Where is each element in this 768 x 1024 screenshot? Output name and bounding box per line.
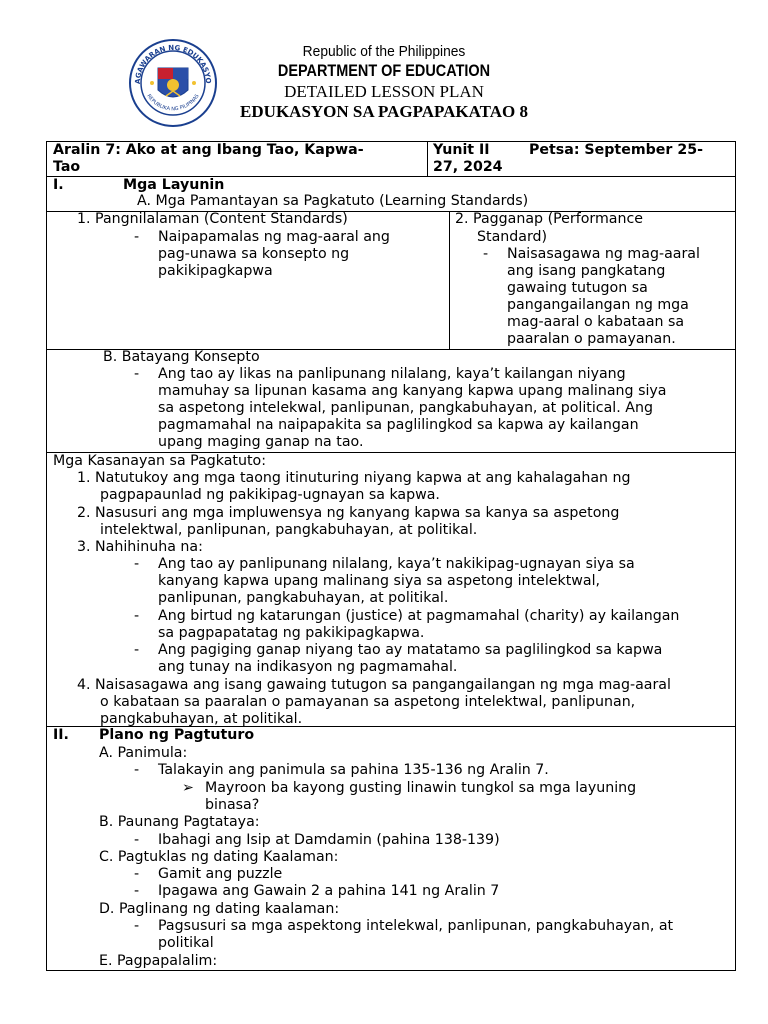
nahihinuha-bullet-1-cont: kanyang kapwa upang malinang siya sa aspetong intelektwal, (158, 573, 601, 589)
paglinang-heading: D. Paglinang ng dating kaalaman: (99, 901, 340, 917)
nahihinuha-bullet-2-cont: sa pagpapatatag ng pakikipagkapwa. (158, 625, 425, 641)
bullet-dash: - (134, 883, 140, 899)
performance-standard-text: pangangailangan ng mga (507, 297, 689, 313)
batayang-konsepto-heading: B. Batayang Konsepto (103, 349, 260, 365)
konsepto-text: pagmamahal na naipapakita sa paglilingkod sa kapwa ay kailangan (158, 417, 639, 433)
panimula-subitem: Mayroon ba kayong gusting linawin tungkol sa mga layuning (205, 780, 637, 796)
paunang-pagtataya-heading: B. Paunang Pagtataya: (99, 814, 260, 830)
learning-standards-heading: A. Mga Pamantayan sa Pagkatuto (Learning Standards) (137, 193, 529, 209)
konsepto-text: upang maging ganap na tao. (158, 434, 364, 450)
nahihinuha-bullet-2: Ang birtud ng katarungan (justice) at pagmamahal (charity) ay kailangan (158, 608, 680, 624)
yunit-label: Yunit II (433, 142, 490, 158)
kasanayan-item-3: 3. Nahihinuha na: (77, 539, 203, 555)
pagtuklas-item: Ipagawa ang Gawain 2 a pahina 141 ng Aralin 7 (158, 883, 500, 899)
performance-standard-text: ang isang pangkatang (507, 263, 666, 279)
kasanayan-item-4-cont: o kabataan sa paaralan o pamayanan sa aspetong intelektwal, panlipunan, (100, 694, 636, 710)
pagpapalalim-heading: E. Pagpapalalim: (99, 953, 218, 969)
panimula-heading: A. Panimula: (99, 745, 188, 761)
bullet-dash: - (134, 608, 140, 624)
petsa-label: Petsa: September 25- (529, 142, 703, 158)
panimula-item: Talakayin ang panimula sa pahina 135-136 ng Aralin 7. (158, 762, 549, 778)
section-2-title: Plano ng Pagtuturo (99, 727, 255, 743)
paglinang-item: Pagsusuri sa mga aspektong intelekwal, panlipunan, pangkabuhayan, at (158, 918, 674, 934)
bullet-dash: - (483, 246, 489, 262)
department-line: DEPARTMENT OF EDUCATION (277, 61, 491, 80)
bullet-dash: - (134, 866, 140, 882)
section-1-title: Mga Layunin (123, 177, 225, 193)
bullet-dash: - (134, 918, 140, 934)
kasanayan-item-1-cont: pagpapaunlad ng pakikipag-ugnayan sa kapwa. (100, 487, 440, 503)
konsepto-text: mamuhay sa lipunan kasama ang kanyang kapwa upang malinang siya (158, 383, 667, 399)
column-divider (427, 142, 428, 176)
bullet-dash: - (134, 642, 140, 658)
content-standard-text: pakikipagkapwa (158, 263, 273, 279)
lesson-plan-table (46, 141, 736, 971)
subject-line: EDUKASYON SA PAGPAPAKATAO 8 (240, 102, 528, 121)
seal-top-text: AGAWARAN NG EDUKASYO (133, 43, 213, 85)
content-standard-text: pag-unawa sa konsepto ng (158, 246, 350, 262)
performance-standard-text: gawaing tutugon sa (507, 280, 648, 296)
content-standards-label: 1. Pangnilalaman (Content Standards) (77, 211, 348, 227)
kasanayan-item-1: 1. Natutukoy ang mga taong itinuturing niyang kapwa at ang kahalagahan ng (77, 470, 631, 486)
arrow-bullet-icon: ➢ (182, 780, 194, 796)
performance-standard-label-cont: Standard) (477, 229, 548, 245)
bullet-dash: - (134, 556, 140, 572)
petsa-date: 27, 2024 (433, 159, 503, 175)
kasanayan-heading: Mga Kasanayan sa Pagkatuto: (53, 453, 267, 469)
bullet-dash: - (134, 762, 140, 778)
seal-bottom-text: REPUBLIKA NG PILIPINAS (145, 93, 201, 113)
performance-standard-label: 2. Pagganap (Performance (455, 211, 644, 227)
bullet-dash: - (134, 832, 140, 848)
nahihinuha-bullet-3: Ang pagiging ganap niyang tao ay matatamo sa paglilingkod sa kapwa (158, 642, 663, 658)
section-2-number: II. (53, 727, 69, 743)
nahihinuha-bullet-3-cont: ang tunay na indikasyon ng pagmamahal. (158, 659, 458, 675)
pagtuklas-heading: C. Pagtuklas ng dating Kaalaman: (99, 849, 339, 865)
column-divider (449, 211, 450, 349)
konsepto-text: sa aspetong intelekwal, panlipunan, pangkabuhayan, at political. Ang (158, 400, 653, 416)
panimula-subitem-cont: binasa? (205, 797, 260, 813)
nahihinuha-bullet-1-cont: panlipunan, pangkabuhayan, at politikal. (158, 590, 449, 606)
performance-standard-text: Naisasagawa ng mag-aaral (507, 246, 700, 262)
republic-line: Republic of the Philippines (302, 43, 466, 60)
kasanayan-item-4: 4. Naisasagawa ang isang gawaing tutugon sa pangangailangan ng mga mag-aaral (77, 677, 671, 693)
konsepto-text: Ang tao ay likas na panlipunang nilalang, kaya’t kailangan niyang (158, 366, 626, 382)
kasanayan-item-2-cont: intelektwal, panlipunan, pangkabuhayan, at politikal. (100, 522, 478, 538)
bullet-dash: - (134, 229, 140, 245)
bullet-dash: - (134, 366, 140, 382)
paunang-pagtataya-item: Ibahagi ang Isip at Damdamin (pahina 138-139) (158, 832, 500, 848)
performance-standard-text: paaralan o pamayanan. (507, 331, 676, 347)
paglinang-item-cont: politikal (158, 935, 214, 951)
aralin-title: Aralin 7: Ako at ang Ibang Tao, Kapwa- (53, 142, 364, 158)
plan-type-line: DETAILED LESSON PLAN (284, 82, 484, 101)
section-1-number: I. (53, 177, 64, 193)
kasanayan-item-4-cont: pangkabuhayan, at politikal. (100, 711, 303, 727)
performance-standard-text: mag-aaral o kabataan sa (507, 314, 685, 330)
aralin-title-cont: Tao (53, 159, 81, 175)
content-standard-text: Naipapamalas ng mag-aaral ang (158, 229, 390, 245)
nahihinuha-bullet-1: Ang tao ay panlipunang nilalang, kaya’t nakikipag-ugnayan siya sa (158, 556, 635, 572)
pagtuklas-item: Gamit ang puzzle (158, 866, 283, 882)
kasanayan-item-2: 2. Nasusuri ang mga impluwensya ng kanyang kapwa sa kanya sa aspetong (77, 505, 620, 521)
